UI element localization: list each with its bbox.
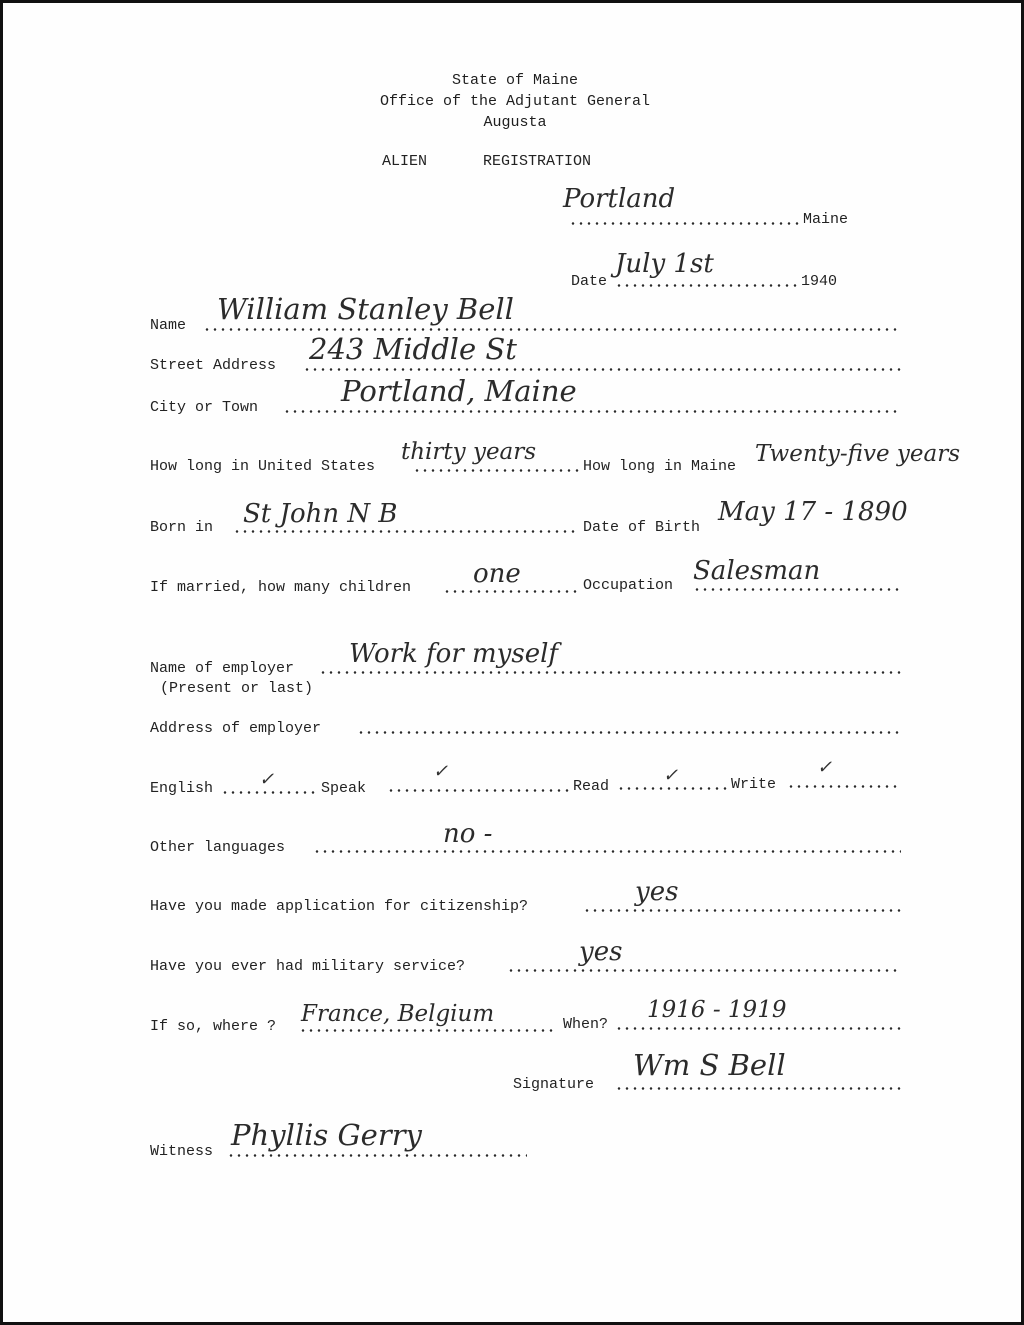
witness-value: Phyllis Gerry (231, 1118, 422, 1152)
military-value: yes (579, 937, 623, 967)
speak-check: ✓ (433, 761, 449, 782)
where-value: France, Belgium (301, 1001, 495, 1027)
city-label: City or Town (150, 399, 259, 416)
married-label: If married, how many children (150, 579, 412, 596)
dob-value: May 17 - 1890 (718, 497, 908, 527)
languages-label: Other languages (150, 839, 286, 856)
when-label: When? (563, 1016, 609, 1033)
read-check: ✓ (663, 765, 679, 786)
married-value: one (473, 559, 521, 589)
name-dots (203, 328, 901, 331)
us-value: thirty years (401, 439, 537, 465)
place-dots (569, 222, 801, 225)
military-dots (507, 969, 901, 972)
read-label: Read (573, 778, 610, 795)
maine-value: Twenty-five years (755, 441, 961, 467)
speak-label: Speak (321, 780, 367, 797)
born-dots (233, 530, 579, 533)
us-dots (413, 469, 581, 472)
when-dots (615, 1027, 901, 1030)
street-value: 243 Middle St (309, 332, 517, 366)
write-label: Write (731, 776, 777, 793)
married-dots (443, 590, 579, 593)
citizenship-dots (583, 909, 901, 912)
write-dots (787, 785, 901, 788)
military-label: Have you ever had military service? (150, 958, 466, 975)
witness-dots (227, 1154, 527, 1157)
occupation-value: Salesman (693, 556, 821, 586)
when-value: 1916 - 1919 (647, 997, 787, 1023)
header-city: Augusta (483, 114, 547, 131)
header-state: State of Maine (451, 72, 579, 89)
signature-dots (615, 1087, 901, 1090)
write-check: ✓ (817, 757, 833, 778)
speak-dots (387, 789, 571, 792)
languages-value: no - (443, 819, 493, 849)
dob-label: Date of Birth (583, 519, 701, 536)
employer-label: Name of employer (150, 660, 295, 677)
street-label: Street Address (150, 357, 277, 374)
born-value: St John N B (243, 499, 398, 529)
employer-value: Work for myself (349, 639, 559, 669)
english-dots (221, 791, 319, 794)
name-label: Name (150, 317, 187, 334)
name-value: William Stanley Bell (217, 292, 514, 326)
us-label: How long in United States (150, 458, 376, 475)
citizenship-label: Have you made application for citizenship? (150, 898, 529, 915)
date-value: July 1st (615, 249, 714, 279)
signature-value: Wm S Bell (633, 1048, 786, 1082)
form-title-alien: ALIEN (382, 153, 428, 170)
occupation-dots (693, 588, 901, 591)
citizenship-value: yes (635, 877, 679, 907)
employer-address-label: Address of employer (150, 720, 322, 737)
occupation-label: Occupation (583, 577, 674, 594)
street-dots (303, 368, 901, 371)
born-label: Born in (150, 519, 214, 536)
maine-label: How long in Maine (583, 458, 737, 475)
languages-dots (313, 850, 901, 853)
form-title-registration: REGISTRATION (483, 153, 592, 170)
employer-sublabel: (Present or last) (160, 680, 314, 697)
header-office: Office of the Adjutant General (379, 93, 651, 110)
city-dots (283, 410, 901, 413)
signature-label: Signature (513, 1076, 595, 1093)
where-label: If so, where ? (150, 1018, 277, 1035)
date-dots (615, 284, 799, 287)
where-dots (299, 1029, 557, 1032)
english-check: ✓ (259, 769, 275, 790)
city-value: Portland, Maine (341, 374, 577, 408)
witness-label: Witness (150, 1143, 214, 1160)
place-value: Portland (563, 184, 676, 214)
date-year: 1940 (801, 273, 838, 290)
english-label: English (150, 780, 214, 797)
employer-address-dots (357, 731, 901, 734)
place-suffix: Maine (803, 211, 849, 228)
date-label: Date (571, 273, 608, 290)
employer-dots (319, 671, 901, 674)
read-dots (617, 787, 729, 790)
